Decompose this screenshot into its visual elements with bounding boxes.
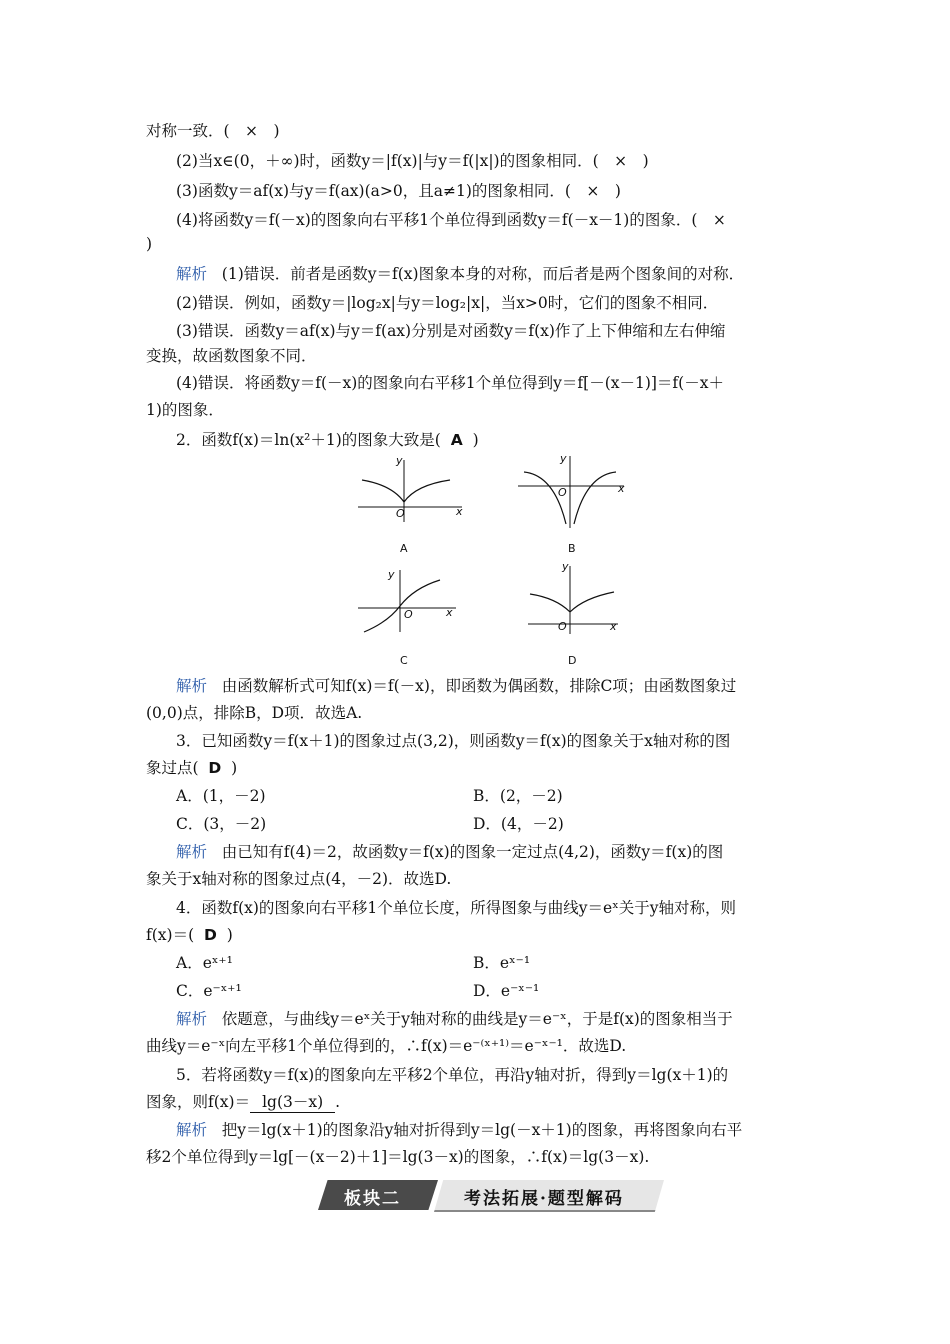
graph-c [352, 562, 472, 672]
section-banner [318, 1180, 664, 1210]
q4-solution-line-2: 曲线y＝e⁻ˣ向左平移1个单位得到的，∴f(x)＝e⁻⁽ˣ⁺¹⁾＝e⁻ˣ⁻¹．故选D. [146, 1037, 627, 1055]
graph-c-curve [364, 580, 440, 632]
graph-b-label: B [568, 542, 576, 555]
q2-solution-line-2: (0,0)点，排除B，D项．故选A. [146, 704, 363, 722]
solution-tag: 解析 [176, 1121, 208, 1139]
graph-d-svg [522, 562, 642, 672]
q5-answer-blank: lg(3－x) [250, 1092, 335, 1113]
graph-a-curve [362, 480, 450, 502]
q4-close: ) [226, 926, 233, 944]
graph-a-label: A [400, 542, 408, 555]
graph-a-svg [352, 450, 472, 560]
solution-1-line-3: (3)错误．函数y＝af(x)与y＝f(ax)分别是对函数y＝f(x)作了上下伸缩和左右伸缩 [176, 322, 726, 340]
q3-stem-text: 象过点( [146, 759, 199, 777]
q3-option-d: D．(4，－2) [473, 815, 564, 833]
graph-b-curve-right [574, 472, 616, 524]
solution-1-line-1 [176, 264, 744, 284]
graph-c-origin: O [404, 608, 413, 621]
solution-text: 把y＝lg(x＋1)的图象沿y轴对折得到y＝lg(－x＋1)的图象，再将图象向右平 [221, 1121, 743, 1139]
q3-answer: D [208, 759, 222, 777]
q4-stem-line-1: 4．函数f(x)的图象向右平移1个单位长度，所得图象与曲线y＝eˣ关于y轴对称，则 [176, 899, 737, 917]
q2-stem [176, 430, 479, 450]
q3-stem-line-2 [146, 758, 237, 778]
q4-stem-line-2 [146, 925, 233, 945]
q1-line-3: (3)函数y＝af(x)与y＝f(ax)(a>0，且a≠1)的图象相同．( × ) [176, 182, 621, 200]
q3-solution-line-1 [176, 842, 723, 862]
q4-answer: D [203, 926, 217, 944]
q3-option-a: A．(1，－2) [176, 787, 266, 805]
graph-a [352, 450, 472, 560]
graph-d [522, 562, 642, 672]
q4-option-b: B．eˣ⁻¹ [473, 954, 531, 972]
q5-solution-line-1 [176, 1120, 742, 1140]
q4-option-a: A．eˣ⁺¹ [176, 954, 233, 972]
q2-answer: A [450, 431, 463, 449]
q4-solution-line-1 [176, 1009, 733, 1029]
solution-tag: 解析 [176, 677, 208, 695]
banner-left-text: 板块二 [344, 1189, 401, 1209]
banner-right-text: 考法拓展·题型解码 [464, 1189, 624, 1209]
solution-text: (1)错误．前者是函数y＝f(x)图象本身的对称，而后者是两个图象间的对称． [221, 265, 745, 283]
graph-d-x-label: x [610, 620, 617, 633]
solution-1-line-6: 1)的图象． [146, 401, 224, 419]
graph-c-x-label: x [446, 606, 453, 619]
graph-c-y-label: y [388, 568, 395, 581]
q3-close: ) [231, 759, 238, 777]
q4-stem-text: f(x)＝( [146, 926, 195, 944]
solution-text: 由函数解析式可知f(x)＝f(－x)，即函数为偶函数，排除C项；由函数图象过 [221, 677, 737, 695]
q4-option-d: D．e⁻ˣ⁻¹ [473, 982, 540, 1000]
solution-1-line-4: 变换，故函数图象不同． [146, 347, 317, 365]
graph-b-svg [512, 450, 642, 560]
graph-d-label: D [568, 654, 577, 667]
graph-c-label: C [400, 654, 408, 667]
q2-solution-line-1 [176, 676, 736, 696]
graph-a-x-label: x [456, 505, 463, 518]
graph-d-origin: O [558, 620, 567, 633]
solution-1-line-2: (2)错误．例如，函数y＝|log₂x|与y＝log₂|x|，当x>0时，它们的图象不相同． [176, 294, 719, 312]
q5-stem-line-2 [146, 1092, 340, 1113]
q4-option-c: C．e⁻ˣ⁺¹ [176, 982, 242, 1000]
q1-line-4: (4)将函数y＝f(－x)的图象向右平移1个单位得到函数y＝f(－x－1)的图象．( × [176, 211, 726, 229]
q1-line-2: (2)当x∈(0，＋∞)时，函数y＝|f(x)|与y＝f(|x|)的图象相同．( × ) [176, 152, 649, 170]
graph-a-origin: O [396, 507, 405, 520]
q1-line-5: ) [146, 235, 153, 253]
q1-line-1: 对称一致．( × ) [146, 122, 280, 140]
q3-solution-line-2: 象关于x轴对称的图象过点(4，－2)．故选D. [146, 870, 452, 888]
graph-d-y-label: y [562, 560, 569, 573]
graph-b-origin: O [558, 486, 567, 499]
graph-a-y-label: y [396, 454, 403, 467]
q3-option-b: B．(2，－2) [473, 787, 563, 805]
graph-b [512, 450, 642, 560]
q3-stem-line-1: 3．已知函数y＝f(x＋1)的图象过点(3,2)，则函数y＝f(x)的图象关于x轴对称的图 [176, 732, 731, 750]
q5-stem-text: 图象，则f(x)＝ [146, 1093, 251, 1111]
graph-b-y-label: y [560, 452, 567, 465]
solution-tag: 解析 [176, 265, 208, 283]
q5-end: . [335, 1093, 341, 1111]
q2-stem-text: 2．函数f(x)＝ln(x²＋1)的图象大致是( [176, 431, 441, 449]
graph-d-curve [530, 592, 614, 612]
solution-tag: 解析 [176, 1010, 208, 1028]
q2-close: ) [472, 431, 479, 449]
q3-option-c: C．(3，－2) [176, 815, 267, 833]
q5-stem-line-1: 5．若将函数y＝f(x)的图象向左平移2个单位，再沿y轴对折，得到y＝lg(x＋1)的 [176, 1066, 729, 1084]
graph-b-x-label: x [618, 482, 625, 495]
solution-tag: 解析 [176, 843, 208, 861]
solution-1-line-5: (4)错误．将函数y＝f(－x)的图象向右平移1个单位得到y＝f[－(x－1)]＝f(－x＋ [176, 374, 724, 392]
solution-text: 由已知有f(4)＝2，故函数y＝f(x)的图象一定过点(4,2)，函数y＝f(x)的图 [221, 843, 724, 861]
q5-solution-line-2: 移2个单位得到y＝lg[－(x－2)＋1]＝lg(3－x)的图象，∴f(x)＝lg(3－x). [146, 1148, 650, 1166]
solution-text: 依题意，与曲线y＝eˣ关于y轴对称的曲线是y＝e⁻ˣ，于是f(x)的图象相当于 [221, 1010, 733, 1028]
